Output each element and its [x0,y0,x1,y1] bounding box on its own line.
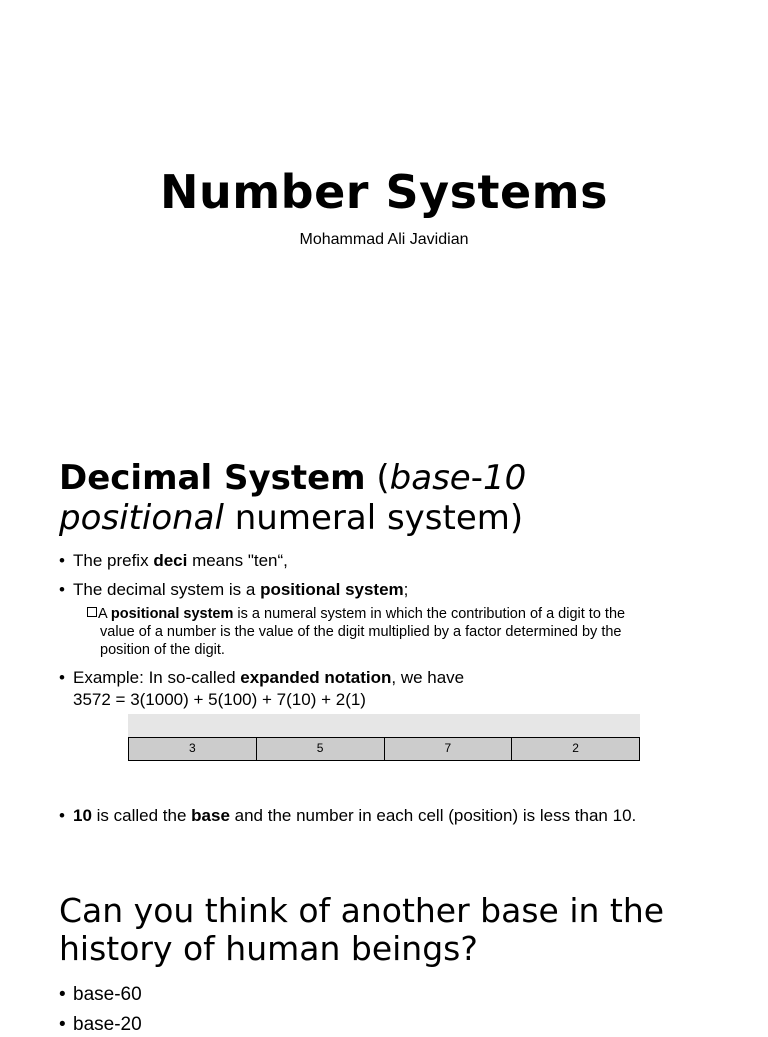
bullet-text: The prefix [73,551,154,570]
digit-table-row [128,737,640,761]
bullet-text: base-60 [73,984,142,1005]
bullet-bold-text: positional system [260,580,404,599]
bullet-base-20 [59,1013,142,1037]
bullet-text: Example: In so-called [73,668,241,687]
sub-bold-text: positional system [110,606,234,622]
bullet-base-60 [59,983,142,1007]
sub-text-line3: position of the digit. [100,642,225,658]
sub-text: A [98,606,111,622]
bullet-base-10 [59,805,636,827]
bullet-bold-text: deci [153,551,188,570]
title-italic-positional: positional [59,498,224,538]
bullet-text: and the number in each cell (position) is less than 10. [229,806,637,825]
digit-cell: 5 [257,738,385,760]
bullet-bold-text: 10 [73,806,92,825]
checkbox-bullet-icon [87,607,97,617]
digit-cell: 2 [572,741,579,755]
bullet-positional [59,579,408,601]
bullet-marker: • [59,984,66,1005]
bullet-marker: • [59,551,65,570]
table-header-band [128,714,640,738]
title-italic-10: 10 [483,458,527,498]
title-dash: - [470,458,484,498]
bullet-text: means "ten“, [187,551,288,570]
bullet-example [59,667,464,689]
bullet-text: ; [403,580,409,599]
section-title-decimal [59,458,739,538]
bullet-text: is called the [91,806,192,825]
expanded-notation-equation: 3572 = 3(1000) + 5(100) + 7(10) + 2(1) [73,690,366,709]
sub-bullet-definition [87,605,687,659]
bullet-marker: • [59,580,65,599]
digit-cell: 7 [385,738,513,760]
question-title-line2: history of human beings? [59,929,478,968]
bullet-text: base-20 [73,1014,142,1035]
question-title-line1: Can you think of another base in the [59,891,665,930]
bullet-text: The decimal system is a [73,580,261,599]
title-bold-part: Decimal System [59,458,366,498]
bullet-marker: • [59,1014,66,1035]
digit-cell: 3 [129,738,257,760]
bullet-prefix-deci [59,550,288,572]
bullet-bold-text: base [191,806,230,825]
sub-text: is a numeral system in which the contribution of a digit to the [233,606,626,622]
author-name: Mohammad Ali Javidian [299,231,469,248]
sub-text-line2: value of a number is the value of the digit multiplied by a factor determined by the [100,624,622,640]
title-open-paren: ( [365,458,390,498]
question-title [59,892,749,968]
bullet-marker: • [59,806,65,825]
bullet-text: , we have [391,668,465,687]
bullet-marker: • [59,668,65,687]
title-rest: numeral system) [223,498,524,538]
title-italic-base: base [389,458,471,498]
bullet-bold-text: expanded notation [240,668,392,687]
slide-title: Number Systems [160,165,608,219]
